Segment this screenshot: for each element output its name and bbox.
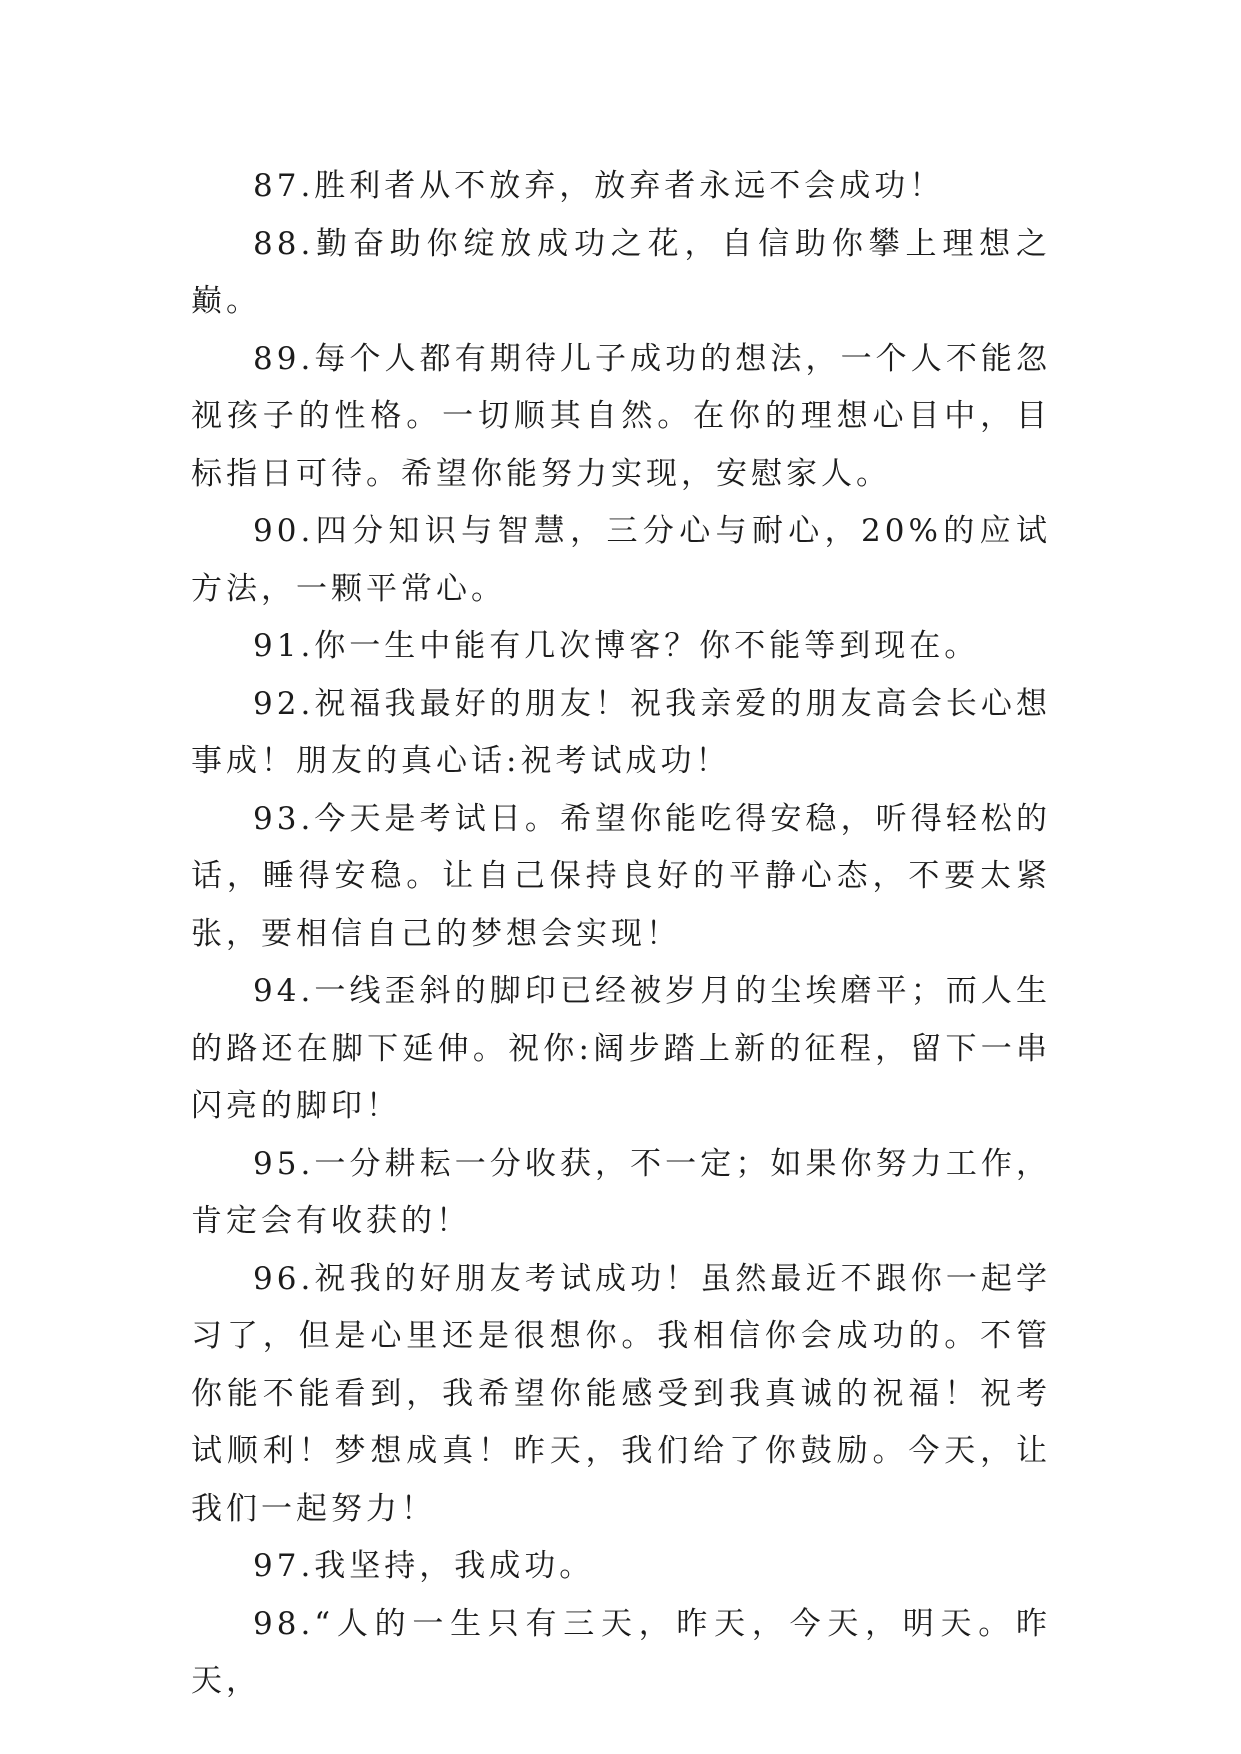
paragraph-90: 90.四分知识与智慧，三分心与耐心，20%的应试方法，一颗平常心。 (191, 513, 1051, 607)
paragraph-91: 91.你一生中能有几次博客？你不能等到现在。 (253, 628, 980, 664)
paragraph-98: 98.“人的一生只有三天，昨天，今天，明天。昨天， (191, 1605, 1051, 1699)
paragraph-92: 92.祝福我最好的朋友！祝我亲爱的朋友高会长心想事成！朋友的真心话:祝考试成功！ (191, 685, 1051, 779)
paragraph-88: 88.勤奋助你绽放成功之花，自信助你攀上理想之巅。 (191, 225, 1051, 319)
paragraph-94: 94.一线歪斜的脚印已经被岁月的尘埃磨平；而人生的路还在脚下延伸。祝你:阔步踏上新的征程，留下一串闪亮的脚印！ (191, 973, 1051, 1124)
paragraph-93: 93.今天是考试日。希望你能吃得安稳，听得轻松的话，睡得安稳。让自己保持良好的平静心态，不要太紧张，要相信自己的梦想会实现！ (191, 800, 1051, 952)
paragraph-96: 96.祝我的好朋友考试成功！虽然最近不跟你一起学习了，但是心里还是很想你。我相信你会成功的。不管你能不能看到，我希望你能感受到我真诚的祝福！祝考试顺利！梦想成真！昨天，我们给了你鼓励。今天，让我们一起努力！ (191, 1260, 1051, 1527)
paragraph-95: 95.一分耕耘一分收获，不一定；如果你努力工作，肯定会有收获的！ (191, 1145, 1051, 1239)
paragraph-97: 97.我坚持，我成功。 (253, 1548, 595, 1584)
document-body (191, 158, 1051, 1711)
paragraph-87: 87.胜利者从不放弃，放弃者永远不会成功！ (253, 168, 945, 204)
paragraph-89: 89.每个人都有期待儿子成功的想法，一个人不能忽视孩子的性格。一切顺其自然。在你的理想心目中，目标指日可待。希望你能努力实现，安慰家人。 (191, 340, 1051, 492)
